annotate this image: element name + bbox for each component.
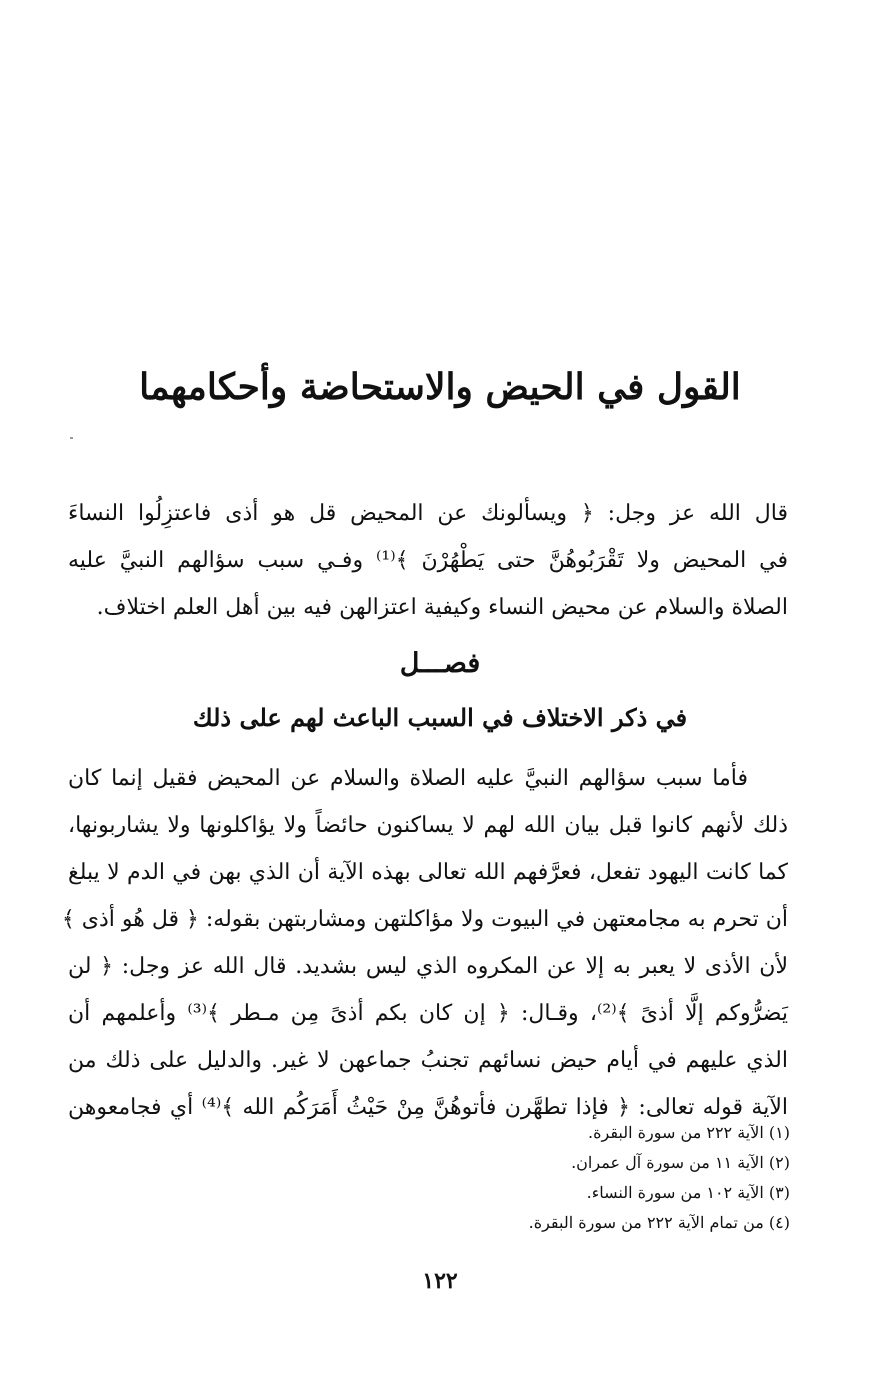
body-line: فأما سبب سؤالهم النبيَّ عليه الصلاة والسلام عن المحيض فقيل إنما كان: [68, 766, 748, 791]
intro-line: الصلاة والسلام عن محيض النساء وكيفية اعتزالهن فيه بين أهل العلم اختلاف.: [96, 595, 788, 620]
intro-line: في المحيض ولا تَقْرَبُوهُنَّ حتى يَطْهُرْنَ ﴾⁽¹⁾ وفـي سبب سؤالهم النبيَّ عليه: [68, 548, 788, 573]
intro-paragraph: [68, 490, 788, 631]
footnote: (١) الآية ٢٢٢ من سورة البقرة.: [588, 1123, 790, 1142]
footnotes: [200, 1118, 790, 1238]
footnote: (٣) الآية ١٠٢ من سورة النساء.: [586, 1183, 790, 1202]
body-line: يَضرُّوكم إلَّا أذىً ﴾⁽²⁾، وقـال: ﴿ إن كان بكم أذىً مِن مـطر ﴾⁽³⁾ وأعلمهم أن: [68, 1001, 788, 1026]
footnote: (٢) الآية ١١ من سورة آل عمران.: [571, 1153, 790, 1172]
chapter-title: القول في الحيض والاستحاضة وأحكامهما: [139, 366, 741, 408]
scan-mark: [70, 437, 73, 439]
body-line: لأن الأذى لا يعبر به إلا عن المكروه الذي ليس بشديد. قال الله عز وجل: ﴿ لن: [68, 954, 788, 979]
section-subtitle: في ذكر الاختلاف في السبب الباعث لهم على ذلك: [192, 703, 688, 732]
section-label: فصـــل: [399, 648, 481, 679]
body-line: الآية قوله تعالى: ﴿ فإذا تطهَّرن فأتوهُنَّ مِنْ حَيْثُ أَمَرَكُم الله ﴾⁽⁴⁾ أي فجامعوهن: [68, 1095, 788, 1120]
body-line: كما كانت اليهود تفعل، فعرَّفهم الله تعالى بهذه الآية أن الذي بهن في الدم لا يبلغ: [68, 860, 788, 885]
page-number: ١٢٢: [422, 1268, 458, 1294]
body-line: الذي عليهم في أيام حيض نسائهم تجنبُ جماعهن لا غير. والدليل على ذلك من: [68, 1048, 788, 1073]
body-line: أن تحرم به مجامعتهن في البيوت ولا مؤاكلتهن ومشاربتهن بقوله: ﴿ قل هُو أذى ﴾: [61, 907, 788, 932]
body-paragraph: [61, 755, 788, 1131]
body-line: ذلك لأنهم كانوا قبل بيان الله لهم لا يساكنون حائضاً ولا يؤاكلونها ولا يشاربونها،: [68, 813, 788, 838]
footnote: (٤) من تمام الآية ٢٢٢ من سورة البقرة.: [528, 1213, 790, 1232]
intro-line: قال الله عز وجل: ﴿ ويسألونك عن المحيض قل هو أذى فاعتزِلُوا النساءَ: [68, 501, 788, 526]
